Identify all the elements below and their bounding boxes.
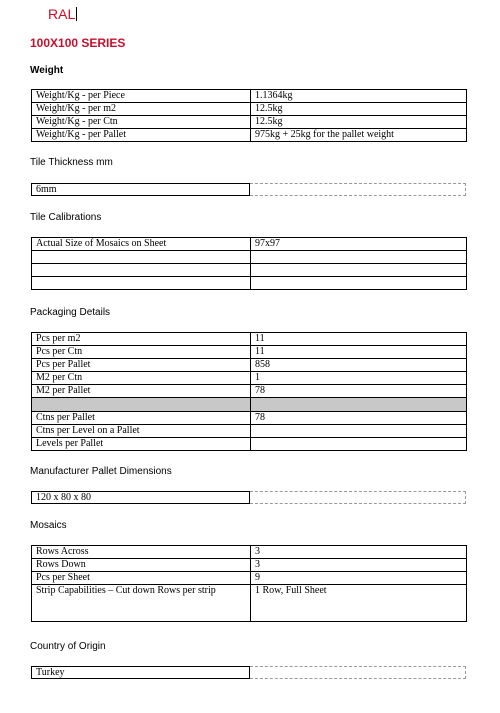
- table-cell-label: Weight/Kg - per Pallet: [32, 129, 251, 142]
- table-cell-value: [251, 425, 467, 438]
- table-cell-value: 3: [251, 546, 467, 559]
- mosaics-heading: Mosaics: [30, 520, 67, 531]
- table-row: [32, 264, 467, 277]
- table-cell-value: [251, 438, 467, 451]
- table-cell-value: 12.5kg: [251, 116, 467, 129]
- table-cell-value: 975kg + 25kg for the pallet weight: [251, 129, 467, 142]
- table-cell-value: 1.1364kg: [251, 90, 467, 103]
- table-cell-label: Pcs per Sheet: [32, 572, 251, 585]
- table-row: [32, 438, 467, 451]
- origin-value: Turkey: [31, 666, 250, 679]
- table-cell-label: Ctns per Pallet: [32, 412, 251, 425]
- table-row: [32, 333, 467, 346]
- table-cell-label: M2 per Ctn: [32, 372, 251, 385]
- table-row: [32, 385, 467, 398]
- table-cell-label: Pcs per Ctn: [32, 346, 251, 359]
- table-cell-label: Weight/Kg - per Piece: [32, 90, 251, 103]
- pallet-dimensions-field: [31, 491, 466, 504]
- table-cell-value: 12.5kg: [251, 103, 467, 116]
- table-cell-value: 1: [251, 372, 467, 385]
- table-cell-label: M2 per Pallet: [32, 385, 251, 398]
- table-row: [32, 559, 467, 572]
- brand-logo-text: [48, 6, 77, 22]
- brand-text: RAL: [48, 6, 76, 22]
- table-cell-value: [251, 398, 467, 412]
- table-cell-label: Weight/Kg - per Ctn: [32, 116, 251, 129]
- table-row: [32, 346, 467, 359]
- text-cursor: [76, 7, 77, 21]
- table-row: [32, 277, 467, 290]
- empty-dashed-cell: [250, 491, 466, 504]
- table-cell-value: [251, 277, 467, 290]
- weight-table: [31, 89, 467, 142]
- shaded-separator-row: [32, 398, 467, 412]
- table-cell-label: [32, 277, 251, 290]
- table-cell-label: [32, 251, 251, 264]
- thickness-heading: Tile Thickness mm: [30, 157, 113, 168]
- calibrations-table: [31, 237, 467, 290]
- table-cell-value: 858: [251, 359, 467, 372]
- origin-heading: Country of Origin: [30, 641, 106, 652]
- table-cell-label: Ctns per Level on a Pallet: [32, 425, 251, 438]
- table-cell-value: 9: [251, 572, 467, 585]
- table-cell-value: 11: [251, 333, 467, 346]
- packaging-heading: Packaging Details: [30, 307, 111, 318]
- table-row: [32, 546, 467, 559]
- table-row: [32, 129, 467, 142]
- pallet-dimensions-heading: Manufacturer Pallet Dimensions: [30, 466, 172, 477]
- table-row: [32, 572, 467, 585]
- table-cell-label: Strip Capabilities – Cut down Rows per strip: [32, 585, 251, 622]
- table-cell-value: 11: [251, 346, 467, 359]
- thickness-value: 6mm: [31, 183, 250, 196]
- table-cell-label: [32, 398, 251, 412]
- table-row: [32, 251, 467, 264]
- mosaics-table: [31, 545, 467, 622]
- table-cell-label: Levels per Pallet: [32, 438, 251, 451]
- table-cell-label: Pcs per m2: [32, 333, 251, 346]
- table-cell-label: Weight/Kg - per m2: [32, 103, 251, 116]
- table-cell-value: [251, 251, 467, 264]
- table-cell-value: 97x97: [251, 238, 467, 251]
- table-row: [32, 359, 467, 372]
- packaging-table: [31, 332, 467, 451]
- series-title: 100X100 SERIES: [30, 36, 126, 50]
- table-cell-label: Rows Across: [32, 546, 251, 559]
- table-cell-label: Pcs per Pallet: [32, 359, 251, 372]
- calibrations-heading: Tile Calibrations: [30, 212, 102, 223]
- table-cell-label: Actual Size of Mosaics on Sheet: [32, 238, 251, 251]
- table-cell-value: [251, 264, 467, 277]
- table-cell-label: Rows Down: [32, 559, 251, 572]
- weight-heading: Weight: [30, 65, 64, 76]
- table-row: [32, 585, 467, 622]
- origin-field: [31, 666, 466, 679]
- table-row: [32, 103, 467, 116]
- pallet-dimensions-value: 120 x 80 x 80: [31, 491, 250, 504]
- table-cell-value: 1 Row, Full Sheet: [251, 585, 467, 622]
- table-cell-value: 78: [251, 412, 467, 425]
- empty-dashed-cell: [250, 666, 466, 679]
- table-cell-value: 3: [251, 559, 467, 572]
- table-row: [32, 372, 467, 385]
- empty-dashed-cell: [250, 183, 466, 196]
- table-row: [32, 412, 467, 425]
- table-cell-value: 78: [251, 385, 467, 398]
- table-row: [32, 425, 467, 438]
- table-row: [32, 90, 467, 103]
- table-row: [32, 238, 467, 251]
- thickness-field: [31, 183, 466, 196]
- table-row: [32, 116, 467, 129]
- table-cell-label: [32, 264, 251, 277]
